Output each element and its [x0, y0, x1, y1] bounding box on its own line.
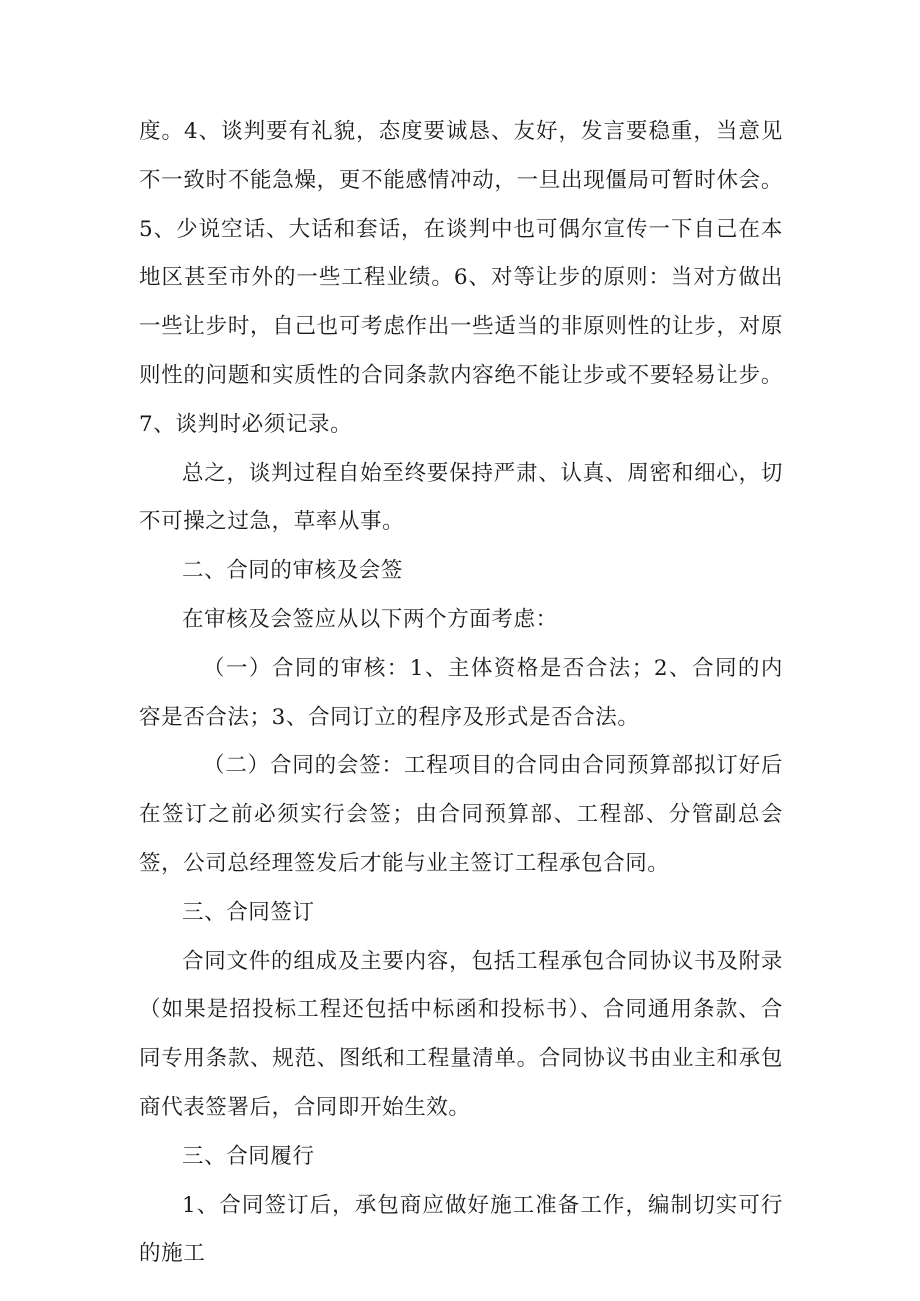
section-heading-contract-signing: 三、合同签订: [182, 899, 315, 925]
paragraph-review-intro: 在审核及会签应从以下两个方面考虑：: [182, 606, 558, 632]
paragraph-contract-documents: 合同文件的组成及主要内容，包括工程承包合同协议书及附录（如果是招投标工程还包括中标函和投标书）、合同通用条款、合同专用条款、规范、图纸和工程量清单。合同协议书由业主和承包商代表签署后，合同即开始生效。: [139, 948, 783, 1120]
section-heading-review-countersign: 二、合同的审核及会签: [182, 558, 404, 584]
paragraph-contract-countersign: （二）合同的会签：工程项目的合同由合同预算部拟订好后在签订之前必须实行会签；由合同预算部、工程部、分管副总会签，公司总经理签发后才能与业主签订工程承包合同。: [139, 753, 783, 876]
paragraph-negotiation-summary: 总之，谈判过程自始至终要保持严肃、认真、周密和细心，切不可操之过急，草率从事。: [139, 460, 783, 535]
document-body: [139, 108, 783, 1279]
paragraph-negotiation-principles: 度。4、谈判要有礼貌，态度要诚恳、友好，发言要稳重，当意见不一致时不能急燥，更不能感情冲动，一旦出现僵局可暂时休会。5、少说空话、大话和套话，在谈判中也可偶尔宣传一下自己在本地区甚至市外的一些工程业绩。6、对等让步的原则：当对方做出一些让步时，自己也可考虑作出一些适当的非原则性的让步，对原则性的问题和实质性的合同条款内容绝不能让步或不要轻易让步。7、谈判时必须记录。: [139, 119, 783, 437]
section-heading-contract-performance: 三、合同履行: [182, 1143, 315, 1169]
paragraph-contract-review: （一）合同的审核：1、主体资格是否合法；2、合同的内容是否合法；3、合同订立的程序及形式是否合法。: [139, 655, 783, 730]
paragraph-performance-item-1: 1、合同签订后，承包商应做好施工准备工作，编制切实可行的施工: [139, 1192, 783, 1267]
